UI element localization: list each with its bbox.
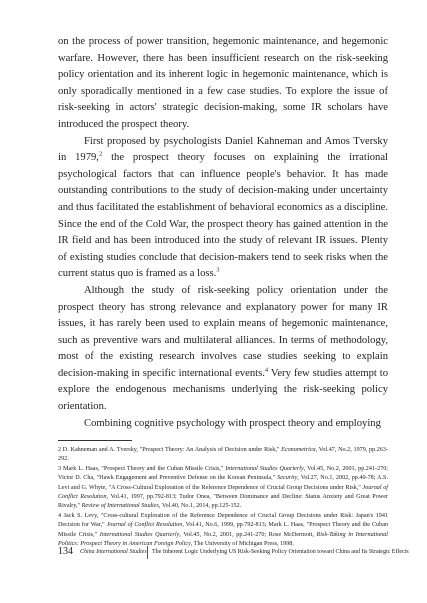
paragraph-text: the prospect theory focuses on explaining the irrational psychological factors that can influence people's behavior. It has made outstanding contributions to the study of decision-making under uncertainty and thus facilitated the establishment of behavioral economics as a discipline. Since the end of the Cold War, the prospect theory has gained attention in the IR field and has been introduced into the study of relevant IR issues. Plenty of existing studies conclude that decision-makers tend to seek risks when the current status quo is framed as a loss.	[58, 152, 388, 280]
footer-divider	[147, 546, 148, 559]
book-title: Risk-Taking in International Politics: Prospect Theory in American Foreign Policy	[58, 531, 388, 548]
footnote-text: 4 Jack S. Levy, "Cross-cultural Exploration of the Reference Dependence of Crucial Group Decisions under Risk: Japan's 1941 Decision for War,"	[58, 512, 388, 529]
journal-title: International Studies Quarterly	[99, 531, 180, 538]
journal-title: Journal of Conflict Resolution	[58, 484, 388, 501]
journal-name: China International Studies	[80, 549, 147, 555]
footnote-text: , Vol.45, No.2, 2001, pp.241-270; Victor D. Cha, "Hawk Engagement and Preventive Defense on the Korean Peninsula,"	[58, 465, 388, 482]
footnote-ref-3[interactable]: 3	[216, 266, 220, 274]
footnote-text: , The University of Michigan Press, 1998.	[190, 541, 294, 548]
footnote-text: 2 D. Kahneman and A. Tversky, "Prospect Theory: An Analysis of Decision under Risk,"	[58, 447, 282, 453]
footnote-3	[58, 465, 388, 512]
journal-title: Journal of Conflict Resolution	[106, 522, 183, 529]
footnote-ref-4[interactable]: 4	[264, 366, 269, 374]
footnote-4	[58, 512, 388, 550]
paragraph-text: First proposed by psychologists Daniel Kahneman and Amos Tversky in 1979,	[58, 135, 388, 164]
paragraph-1: on the process of power transition, hegemonic maintenance, and hegemonic warfare. However, there has been insufficient research on the risk-seeking policy orientation and its inherent logic in hegemonic maintenance, which is only sporadically mentioned in a few case studies. To explore the issue of risk-seeking in actors' strategic decision-making, some IR scholars have introduced the prospect theory.	[58, 36, 388, 130]
paragraph-text: Although the study of risk-seeking policy orientation under the prospect theory has strong relevance and explanatory power for many IR issues, it has rarely been used to explain means of hegemonic maintenance, such as preventive wars and multilateral alliances. In terms of methodology, most of the existing research involves case studies seeking to explain decision-making in specific international events.	[58, 284, 388, 379]
footnote-text: , Vol.47, No.2, 1979, pp.263-292.	[58, 447, 388, 463]
journal-title: Review of International Studies	[81, 503, 159, 510]
paragraph-text: Very few studies attempt to explore the endogenous mechanisms underlying the risk-seeking policy orientation.	[58, 367, 389, 413]
footnote-text: 3 Mark L. Haas, "Prospect Theory and the Cuban Missile Crisis,"	[58, 465, 226, 472]
paragraph-4: Combining cognitive psychology with prospect theory and employing	[84, 417, 381, 429]
page-number: 134	[58, 546, 73, 557]
footnote-text: , Vol.27, No.1, 2002, pp.40-78; A.S. Levi and G. Whyte, "A Cross-Cultural Exploration of the Reference Dependence of Crucial Group Decisions under Risk,"	[58, 475, 388, 491]
running-title: The Inherent Logic Underlying US Risk-Seeking Policy Orientation toward China and Its Strategic Effects	[152, 549, 409, 555]
footnote-text: , Vol.41, 1997, pp.792-813; Tudor Onea, "Between Dominance and Decline: Status Anxiety and Great Power Rivalry,"	[58, 494, 388, 510]
journal-title: Econometrica	[281, 447, 316, 453]
footnote-divider	[58, 440, 132, 441]
footnotes	[58, 446, 388, 549]
paragraph-3	[58, 283, 388, 416]
article-body	[58, 34, 388, 432]
footnote-ref-2[interactable]: 2	[98, 150, 103, 158]
footnote-2	[58, 446, 388, 465]
page-footer	[40, 546, 409, 560]
journal-title: International Studies Quarterly	[225, 465, 304, 472]
footnote-text: , Vol.40, No.1, 2014, pp.125-152.	[158, 503, 242, 510]
paragraph-2	[58, 134, 388, 283]
journal-title: Security	[277, 475, 298, 482]
footnote-text: , Vol.45, No.2, 2001, pp.241-270; Rose McDermott,	[179, 531, 317, 538]
footnote-text: , Vol.41, No.6, 1999, pp.792-813; Mark L. Haas, "Prospect Theory and the Cuban Missile Crisis,"	[58, 522, 388, 538]
